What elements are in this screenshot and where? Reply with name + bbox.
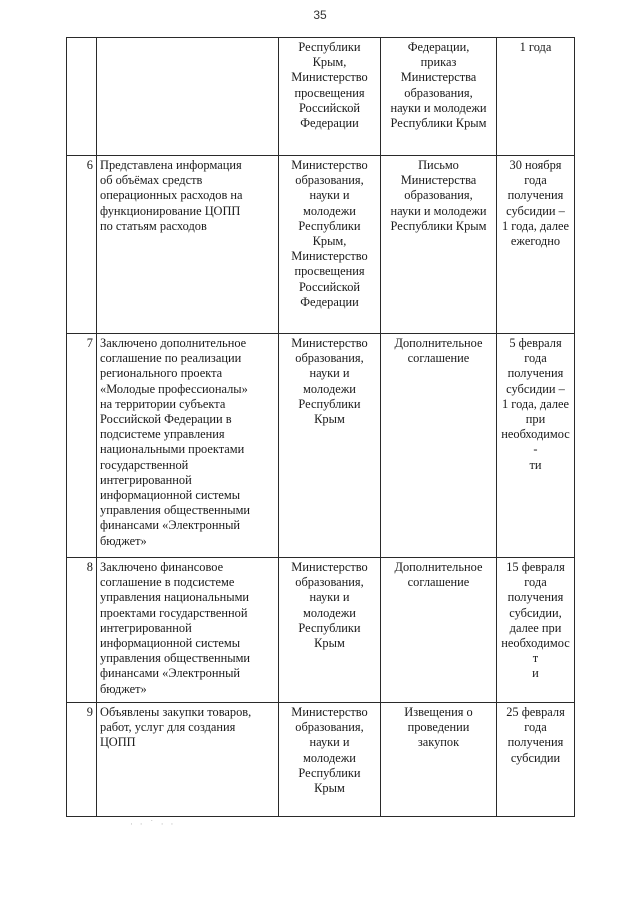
row-deadline: 25 февраля года получения субсидии xyxy=(497,703,575,817)
row-document: Письмо Министерства образования, науки и молодежи Республики Крым xyxy=(381,156,497,334)
row-deadline: 1 года xyxy=(497,38,575,156)
row-description: Представлена информация об объёмах средств операционных расходов на функционирование ЦОПП по статьям расходов xyxy=(97,156,279,334)
row-responsible: Республики Крым, Министерство просвещения Российской Федерации xyxy=(279,38,381,156)
schedule-table xyxy=(66,37,575,817)
row-deadline: 30 ноября года получения субсидии – 1 года, далее ежегодно xyxy=(497,156,575,334)
row-description xyxy=(97,38,279,156)
table-row xyxy=(67,334,575,558)
row-description: Заключено финансовое соглашение в подсистеме управления национальными проектами государственной интегрированной информационной системы управления общественными финансами «Электронный бюджет» xyxy=(97,558,279,703)
page-number: 35 xyxy=(313,8,327,22)
row-deadline: 15 февраля года получения субсидии, далее при необходимост и xyxy=(497,558,575,703)
row-document: Извещения о проведении закупок xyxy=(381,703,497,817)
table-row xyxy=(67,38,575,156)
row-description: Заключено дополнительное соглашение по реализации регионального проекта «Молодые профессионалы» на территории субъекта Российской Федерации в подсистеме управления национальными проектами государственной интегрированной информационной системы управления общественными финансами «Электронный бюджет» xyxy=(97,334,279,558)
table-row xyxy=(67,558,575,703)
row-number: 7 xyxy=(67,334,97,558)
row-responsible: Министерство образования, науки и молодежи Республики Крым xyxy=(279,334,381,558)
row-number: 8 xyxy=(67,558,97,703)
row-number: 9 xyxy=(67,703,97,817)
scan-noise: · · ˙ · · xyxy=(130,820,176,830)
table-row xyxy=(67,156,575,334)
row-description: Объявлены закупки товаров, работ, услуг для создания ЦОПП xyxy=(97,703,279,817)
row-responsible: Министерство образования, науки и молодежи Республики Крым xyxy=(279,558,381,703)
table-row xyxy=(67,703,575,817)
row-number xyxy=(67,38,97,156)
row-document: Дополнительное соглашение xyxy=(381,558,497,703)
row-responsible: Министерство образования, науки и молодежи Республики Крым, Министерство просвещения Российской Федерации xyxy=(279,156,381,334)
row-responsible: Министерство образования, науки и молодежи Республики Крым xyxy=(279,703,381,817)
row-document: Федерации, приказ Министерства образования, науки и молодежи Республики Крым xyxy=(381,38,497,156)
row-deadline: 5 февраля года получения субсидии – 1 года, далее при необходимос- ти xyxy=(497,334,575,558)
row-number: 6 xyxy=(67,156,97,334)
row-document: Дополнительное соглашение xyxy=(381,334,497,558)
